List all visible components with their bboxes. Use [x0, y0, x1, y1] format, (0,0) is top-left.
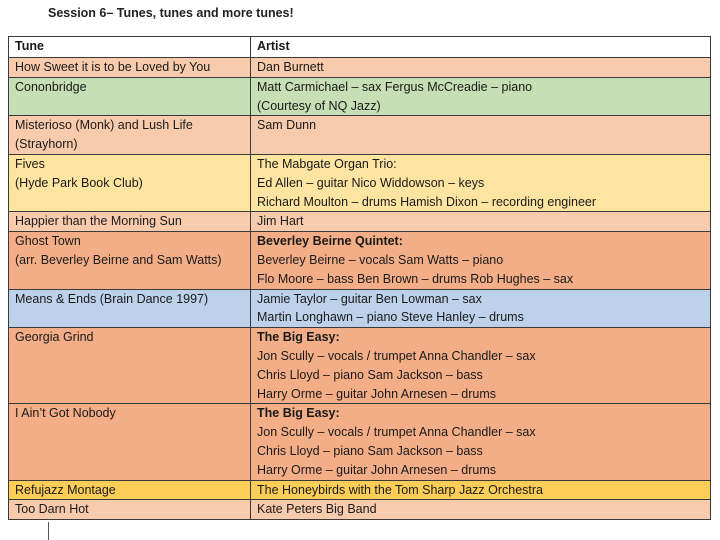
- artist-line: Chris Lloyd – piano Sam Jackson – bass: [257, 443, 483, 458]
- tune-line: Happier than the Morning Sun: [15, 214, 182, 229]
- tune-cell: [9, 77, 251, 116]
- artist-line: Kate Peters Big Band: [257, 502, 377, 517]
- table-row: [9, 289, 711, 328]
- tune-line: Means & Ends (Brain Dance 1997): [15, 291, 209, 306]
- table-row: [9, 480, 711, 500]
- artist-line: Jon Scully – vocals / trumpet Anna Chandler – sax: [257, 425, 536, 440]
- artist-line: (Courtesy of NQ Jazz): [257, 98, 381, 113]
- tune-cell: [9, 328, 251, 404]
- artist-cell: [251, 289, 711, 328]
- tune-line: (arr. Beverley Beirne and Sam Watts): [15, 252, 222, 267]
- artist-line: Matt Carmichael – sax Fergus McCreadie – piano: [257, 79, 533, 94]
- artist-line: Jim Hart: [257, 214, 304, 229]
- tune-line: Georgia Grind: [15, 330, 94, 345]
- table-row: [9, 404, 711, 480]
- cursor-line: [48, 522, 49, 540]
- artist-cell: [251, 212, 711, 232]
- table-header-row: [9, 37, 711, 58]
- table-row: [9, 328, 711, 404]
- tune-line: Cononbridge: [15, 79, 87, 94]
- artist-line: Harry Orme – guitar John Arnesen – drums: [257, 386, 496, 401]
- artist-line: Dan Burnett: [257, 60, 324, 74]
- tune-cell: [9, 289, 251, 328]
- artist-cell: [251, 58, 711, 78]
- artist-line: Jon Scully – vocals / trumpet Anna Chandler – sax: [257, 348, 536, 363]
- tune-line: I Ain’t Got Nobody: [15, 406, 116, 421]
- tune-line: Fives: [15, 156, 45, 171]
- tune-cell: [9, 232, 251, 289]
- tune-line: Refujazz Montage: [15, 482, 116, 497]
- artist-cell: [251, 154, 711, 211]
- artist-line: Harry Orme – guitar John Arnesen – drums: [257, 462, 496, 477]
- artist-line: The Honeybirds with the Tom Sharp Jazz Orchestra: [257, 482, 544, 497]
- artist-line: Flo Moore – bass Ben Brown – drums Rob Hughes – sax: [257, 271, 574, 286]
- tune-cell: [9, 116, 251, 155]
- artist-cell: [251, 328, 711, 404]
- artist-line: Jamie Taylor – guitar Ben Lowman – sax: [257, 291, 482, 306]
- band-name: The Big Easy:: [257, 330, 340, 345]
- tune-cell: [9, 404, 251, 480]
- tunes-table: [8, 36, 711, 520]
- table-row: [9, 154, 711, 211]
- column-header-tune: Tune: [9, 37, 251, 58]
- artist-cell: [251, 77, 711, 116]
- artist-line: Martin Longhawn – piano Steve Hanley – drums: [257, 310, 524, 325]
- table-row: [9, 232, 711, 289]
- artist-line: Richard Moulton – drums Hamish Dixon – recording engineer: [257, 194, 597, 209]
- table-row: [9, 500, 711, 520]
- table-row: [9, 212, 711, 232]
- tune-line: (Hyde Park Book Club): [15, 175, 143, 190]
- tune-cell: [9, 58, 251, 78]
- tune-cell: [9, 480, 251, 500]
- artist-line: Sam Dunn: [257, 118, 317, 133]
- tune-cell: [9, 500, 251, 520]
- artist-line: Ed Allen – guitar Nico Widdowson – keys: [257, 175, 485, 190]
- tune-line: Misterioso (Monk) and Lush Life: [15, 118, 193, 133]
- artist-line: Beverley Beirne – vocals Sam Watts – piano: [257, 252, 504, 267]
- tune-line: Too Darn Hot: [15, 502, 89, 517]
- artist-line: The Mabgate Organ Trio:: [257, 156, 397, 171]
- band-name: Beverley Beirne Quintet:: [257, 234, 403, 249]
- table-row: [9, 77, 711, 116]
- tune-line: How Sweet it is to be Loved by You: [15, 60, 211, 74]
- artist-line: Chris Lloyd – piano Sam Jackson – bass: [257, 367, 483, 382]
- table-row: [9, 116, 711, 155]
- tune-line: (Strayhorn): [15, 137, 78, 152]
- band-name: The Big Easy:: [257, 406, 340, 421]
- artist-cell: [251, 500, 711, 520]
- tune-cell: [9, 212, 251, 232]
- artist-cell: [251, 116, 711, 155]
- artist-cell: [251, 480, 711, 500]
- tune-cell: [9, 154, 251, 211]
- artist-cell: [251, 232, 711, 289]
- artist-cell: [251, 404, 711, 480]
- column-header-artist: Artist: [251, 37, 711, 58]
- table-row: [9, 58, 711, 78]
- tune-line: Ghost Town: [15, 234, 81, 249]
- page-title: Session 6– Tunes, tunes and more tunes!: [48, 6, 294, 20]
